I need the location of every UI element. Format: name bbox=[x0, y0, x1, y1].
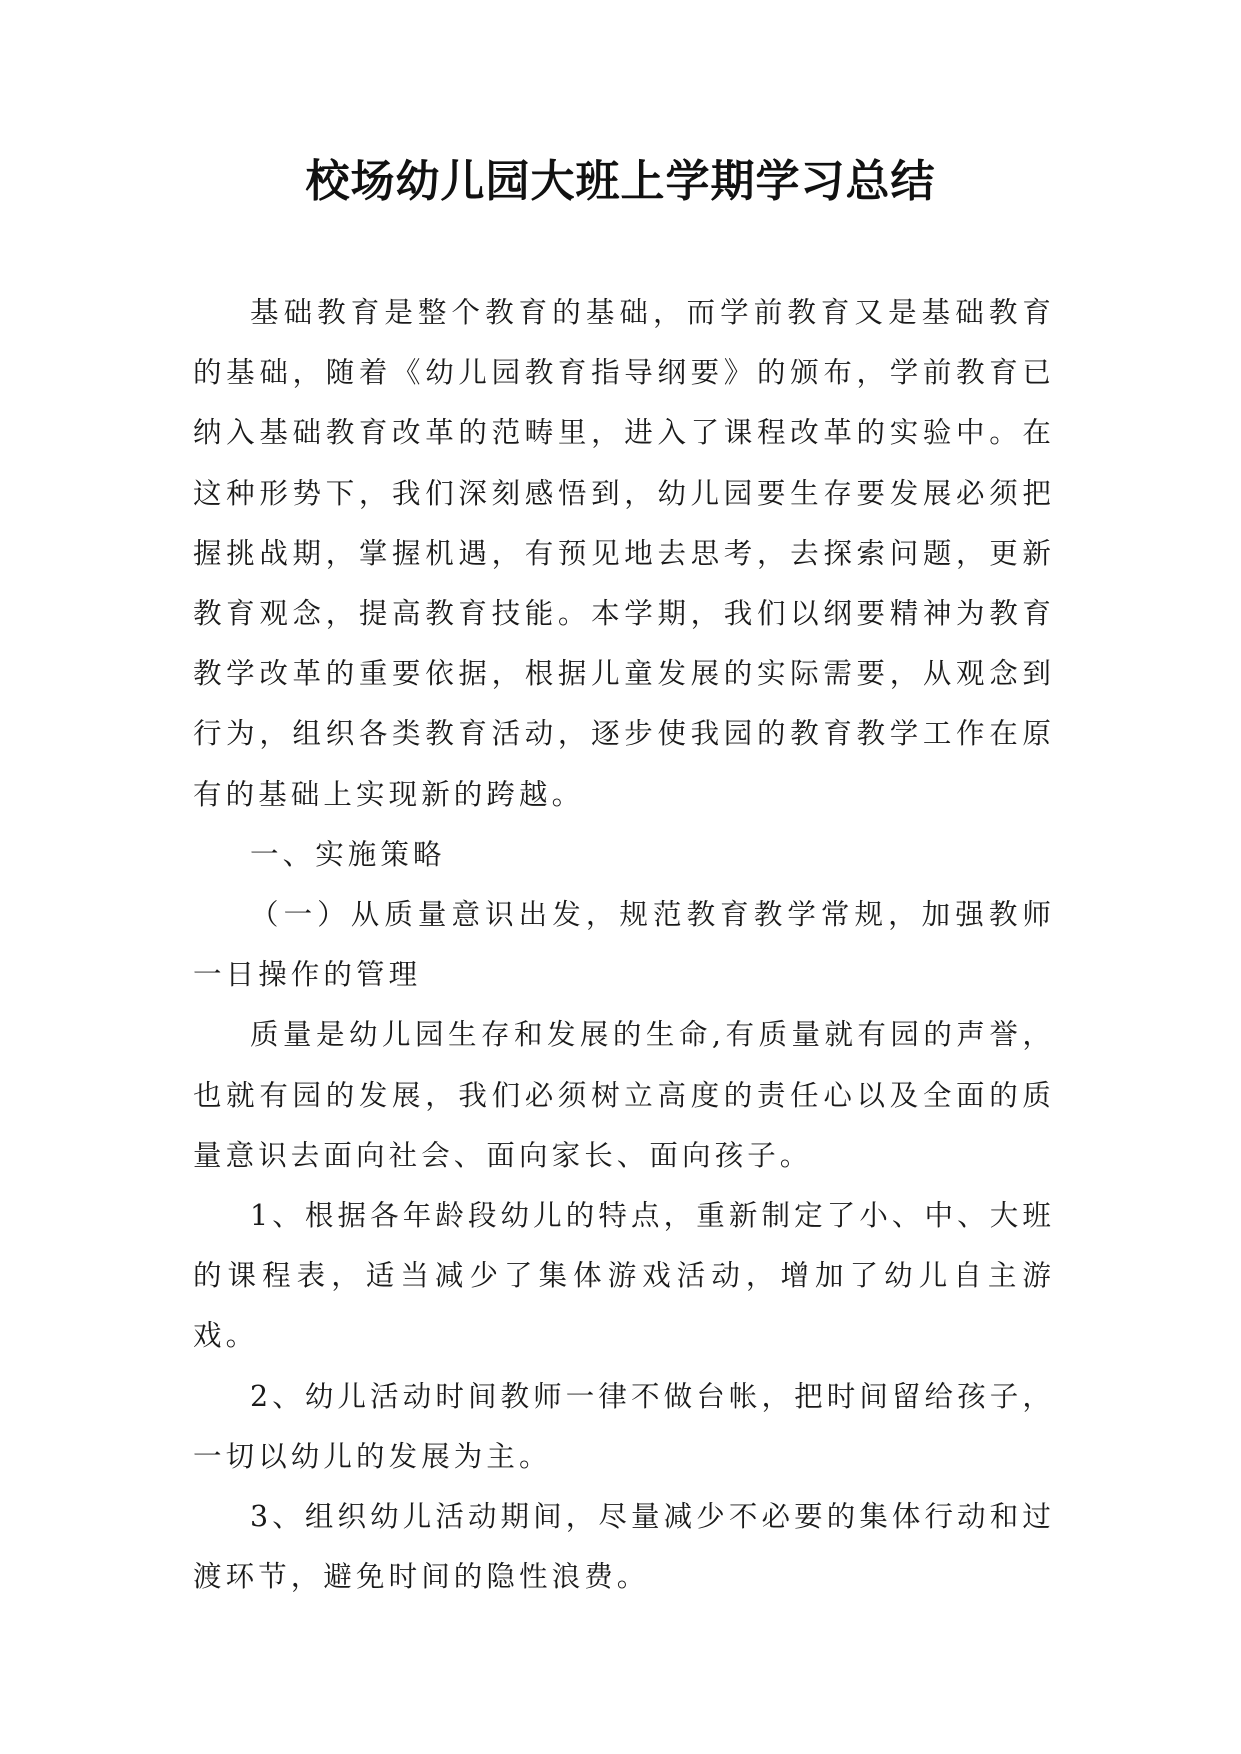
list-item-1: 1、根据各年龄段幼儿的特点，重新制定了小、中、大班的课程表，适当减少了集体游戏活动，增加了幼儿自主游戏。 bbox=[193, 1199, 1055, 1353]
subsection-heading-quality: （一）从质量意识出发，规范教育教学常规，加强教师一日操作的管理 bbox=[193, 898, 1055, 992]
intro-paragraph: 基础教育是整个教育的基础，而学前教育又是基础教育的基础，随着《幼儿园教育指导纲要》的颁布，学前教育已纳入基础教育改革的范畴里，进入了课程改革的实验中。在这种形势下，我们深刻感悟到，幼儿园要生存要发展必须把握挑战期，掌握机遇，有预见地去思考，去探索问题，更新教育观念，提高教育技能。本学期，我们以纲要精神为教育教学改革的重要依据，根据儿童发展的实际需要，从观念到行为，组织各类教育活动，逐步使我园的教育教学工作在原有的基础上实现新的跨越。 bbox=[193, 296, 1055, 811]
quality-paragraph: 质量是幼儿园生存和发展的生命,有质量就有园的声誉，也就有园的发展，我们必须树立高度的责任心以及全面的质量意识去面向社会、面向家长、面向孩子。 bbox=[193, 1018, 1055, 1172]
list-item-2: 2、幼儿活动时间教师一律不做台帐，把时间留给孩子，一切以幼儿的发展为主。 bbox=[193, 1379, 1055, 1473]
document-title: 校场幼儿园大班上学期学习总结 bbox=[305, 156, 936, 207]
list-item-3: 3、组织幼儿活动期间，尽量减少不必要的集体行动和过渡环节，避免时间的隐性浪费。 bbox=[193, 1500, 1055, 1594]
document-body bbox=[193, 283, 1055, 1607]
section-heading-strategy: 一、实施策略 bbox=[250, 837, 446, 871]
